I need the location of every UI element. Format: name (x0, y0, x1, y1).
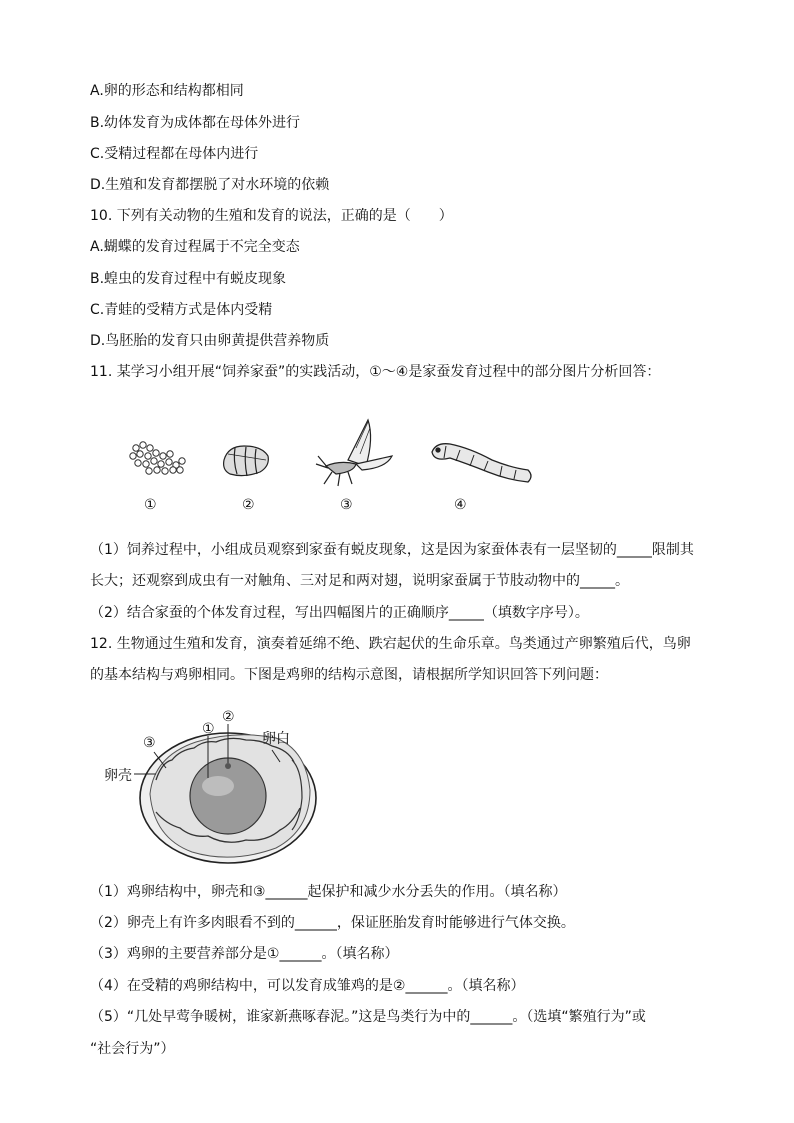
q10-option-b: B.蝗虫的发育过程中有蜕皮现象 (90, 271, 287, 287)
q9-option-d: D.生殖和发育都摆脱了对水环境的依赖 (90, 177, 330, 193)
silkworm-eggs-image (130, 442, 185, 474)
q9-option-a: A.卵的形态和结构都相同 (90, 83, 244, 99)
egg-label-1: ① (202, 721, 215, 737)
q10-option-a: A.蝴蝶的发育过程属于不完全变态 (90, 239, 300, 255)
silkworm-label-4: ④ (454, 497, 467, 513)
silkworm-larva-image (432, 444, 531, 482)
silkworm-pupa-image (224, 446, 269, 476)
egg-label-shell: 卵壳 (104, 768, 132, 784)
yolk-shape (190, 758, 266, 834)
egg-structure-figure (96, 700, 336, 870)
q10-option-d: D.鸟胚胎的发育只由卵黄提供营养物质 (90, 333, 330, 349)
silkworm-label-3: ③ (340, 497, 353, 513)
silkworm-stages-figure (120, 408, 550, 518)
q12-sub3: （3）鸡卵的主要营养部分是①______。（填名称） (90, 946, 399, 962)
q11-sub1-line2: 长大；还观察到成虫有一对触角、三对足和两对翅，说明家蚕属于节肢动物中的_____。 (90, 573, 629, 589)
q10-option-c: C.青蛙的受精方式是体内受精 (90, 302, 273, 318)
q12-stem-line1: 12. 生物通过生殖和发育，演奏着延绵不绝、跌宕起伏的生命乐章。鸟类通过产卵繁殖后代，鸟卵 (90, 636, 691, 652)
q12-sub1: （1）鸡卵结构中，卵壳和③______起保护和减少水分丢失的作用。（填名称） (90, 884, 567, 900)
q12-sub5-line1: （5）“几处早莺争暖树，谁家新燕啄春泥。”这是鸟类行为中的______。（选填“繁殖行为”或 (90, 1009, 646, 1025)
egg-label-2: ② (222, 709, 235, 725)
q9-option-b: B.幼体发育为成体都在母体外进行 (90, 115, 301, 131)
q11-sub2: （2）结合家蚕的个体发育过程，写出四幅图片的正确顺序_____（填数字序号）。 (90, 605, 589, 621)
q10-stem: 10. 下列有关动物的生殖和发育的说法，正确的是（ ） (90, 208, 453, 224)
q9-option-c: C.受精过程都在母体内进行 (90, 146, 259, 162)
silkworm-moth-image (316, 420, 392, 486)
q12-stem-line2: 的基本结构与鸡卵相同。下图是鸡卵的结构示意图，请根据所学知识回答下列问题： (90, 667, 608, 683)
egg-label-3: ③ (143, 735, 156, 751)
q11-stem: 11. 某学习小组开展“饲养家蚕”的实践活动，①～④是家蚕发育过程中的部分图片分析回答： (90, 364, 661, 380)
q11-sub1-line1: （1）饲养过程中，小组成员观察到家蚕有蜕皮现象，这是因为家蚕体表有一层坚韧的_____限制其 (90, 542, 694, 558)
silkworm-label-1: ① (144, 497, 157, 513)
egg-label-albumen: 卵白 (262, 731, 290, 747)
silkworm-label-2: ② (242, 497, 255, 513)
q12-sub4: （4）在受精的鸡卵结构中，可以发育成雏鸡的是②______。（填名称） (90, 978, 525, 994)
q12-sub5-line2: “社会行为”） (90, 1041, 175, 1057)
embryo-disc-shape (225, 763, 231, 769)
q12-sub2: （2）卵壳上有许多肉眼看不到的______，保证胚胎发育时能够进行气体交换。 (90, 915, 575, 931)
